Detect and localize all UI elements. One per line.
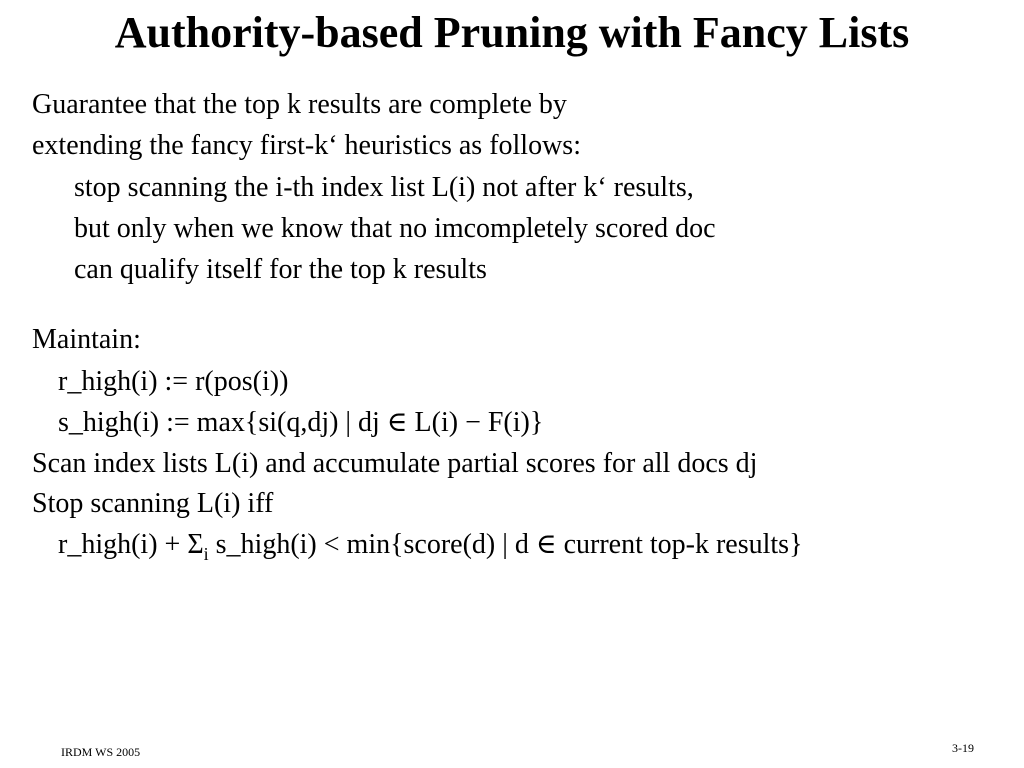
page-number: 3-19 <box>952 741 974 755</box>
stop-instruction: Stop scanning L(i) iff <box>32 488 274 519</box>
intro-line-3: stop scanning the i-th index list L(i) not after k‘ results, <box>74 172 694 203</box>
condition-after: s_high(i) < min{score(d) | d ∈ current top-k results} <box>208 529 803 560</box>
intro-line-5: can qualify itself for the top k results <box>74 254 487 285</box>
r-high-definition: r_high(i) := r(pos(i)) <box>58 366 289 397</box>
scan-instruction: Scan index lists L(i) and accumulate partial scores for all docs dj <box>32 448 758 479</box>
intro-line-2: extending the fancy first-k‘ heuristics as follows: <box>32 130 581 161</box>
condition-before: r_high(i) + Σ <box>58 529 204 560</box>
stop-condition <box>58 528 803 564</box>
slide-title: Authority-based Pruning with Fancy Lists <box>114 8 910 57</box>
intro-line-1: Guarantee that the top k results are complete by <box>32 89 567 120</box>
s-high-definition: s_high(i) := max{si(q,dj) | dj ∈ L(i) − F(i)} <box>58 407 544 438</box>
intro-line-4: but only when we know that no imcompletely scored doc <box>74 213 716 244</box>
sigma-subscript: i <box>203 544 209 564</box>
footer-course: IRDM WS 2005 <box>61 745 141 759</box>
maintain-heading: Maintain: <box>32 324 141 355</box>
